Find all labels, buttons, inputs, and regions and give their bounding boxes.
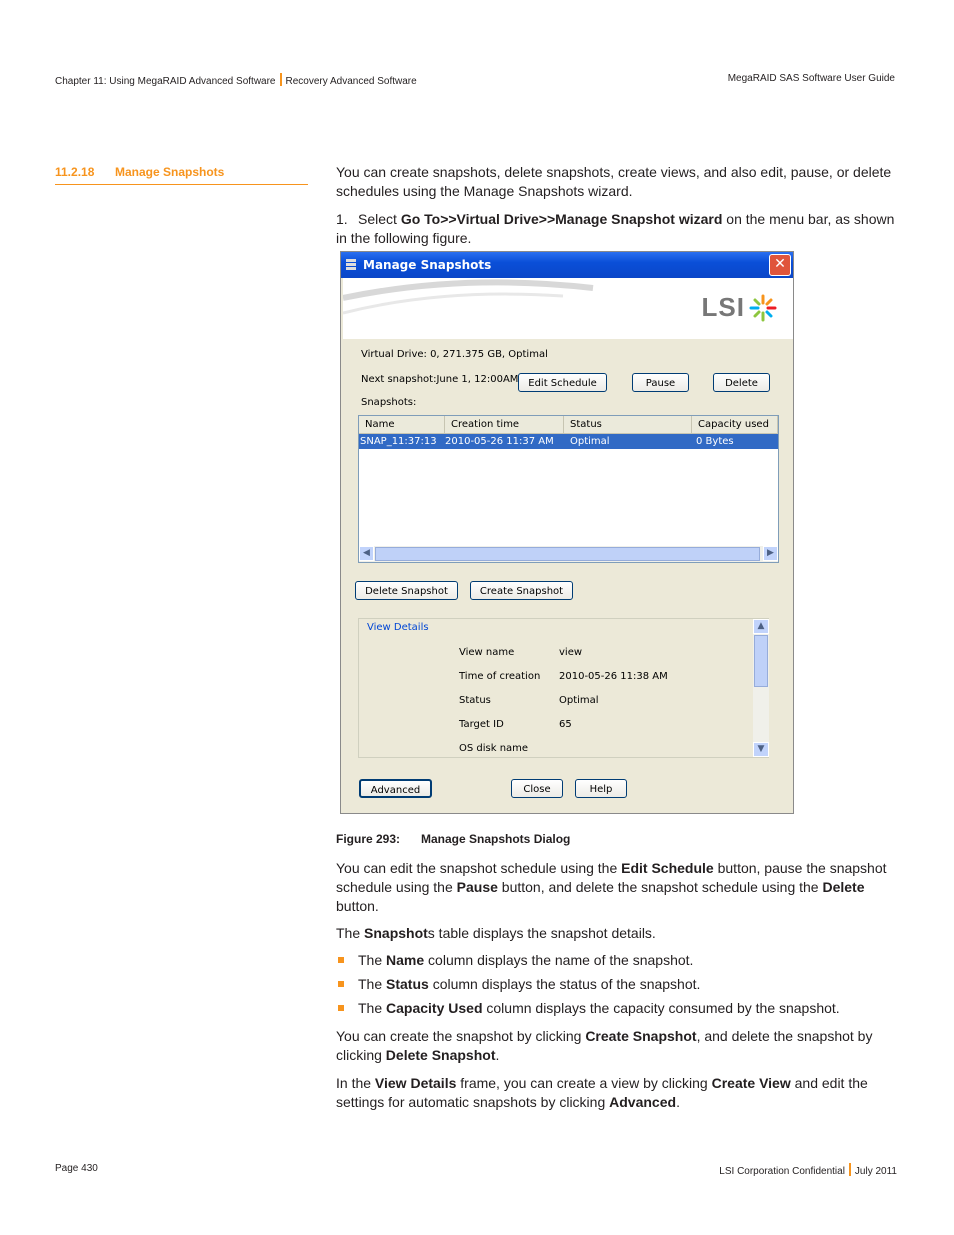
intro-paragraph: You can create snapshots, delete snapshots, create views, and also edit, pause, or delete schedules using the Manage Snapshots wizard. <box>336 164 892 199</box>
text: The <box>336 925 365 941</box>
bold-text: Delete <box>822 879 865 895</box>
step-text-end: on the menu bar, as shown in the following figure. <box>336 211 895 246</box>
text: . <box>676 1094 680 1110</box>
database-icon <box>345 258 357 271</box>
bold-text: Advanced <box>609 1094 677 1110</box>
cell-name: SNAP_11:37:13 <box>360 436 437 447</box>
text: The <box>358 952 387 968</box>
create-snapshot-button[interactable]: Create Snapshot <box>470 581 573 600</box>
advanced-button[interactable]: Advanced <box>359 779 432 798</box>
detail-key: Target ID <box>459 719 504 730</box>
cell-status: Optimal <box>570 436 610 447</box>
detail-key: OS disk name <box>459 743 529 754</box>
delete-button[interactable]: Delete <box>713 373 770 392</box>
paragraph-create-snapshot <box>336 1027 901 1065</box>
scroll-thumb[interactable] <box>375 547 760 561</box>
paragraph-snapshots-table <box>336 924 901 943</box>
section-name: Recovery Advanced Software <box>285 76 417 87</box>
page-number: Page 430 <box>55 1163 98 1174</box>
snapshots-label: Snapshots: <box>361 397 417 408</box>
text: . <box>495 1047 500 1063</box>
text: s table displays the snapshot details. <box>427 925 656 941</box>
text: You can create the snapshot by clicking <box>336 1028 586 1044</box>
detail-value: view <box>559 647 583 658</box>
bold-text: Edit Schedule <box>621 860 714 876</box>
column-header-capacity-used[interactable]: Capacity used <box>692 416 778 434</box>
bold-text: Status <box>386 976 429 992</box>
text: column displays the name of the snapshot. <box>424 952 694 968</box>
help-button[interactable]: Help <box>575 779 627 798</box>
bullet-icon <box>338 981 344 987</box>
running-header-left <box>55 73 417 87</box>
list-item <box>336 999 901 1023</box>
step-1 <box>336 210 901 248</box>
column-header-name[interactable]: Name <box>359 416 445 434</box>
manage-snapshots-dialog <box>340 251 794 814</box>
lsi-logo <box>702 292 745 323</box>
text: column displays the capacity consumed by the snapshot. <box>482 1000 840 1016</box>
scroll-down-icon[interactable]: ▼ <box>753 742 769 757</box>
bold-text: Name <box>386 952 425 968</box>
delete-snapshot-button[interactable]: Delete Snapshot <box>355 581 458 600</box>
detail-key: Time of creation <box>459 671 541 682</box>
header-separator <box>280 73 282 86</box>
detail-value: 65 <box>559 719 572 730</box>
figure-title: Manage Snapshots Dialog <box>421 832 571 846</box>
scroll-left-icon[interactable]: ◀ <box>359 546 374 561</box>
list-item <box>336 975 901 999</box>
step-number: 1. <box>336 211 348 227</box>
text: You can edit the snapshot schedule using the <box>336 860 622 876</box>
horizontal-scrollbar[interactable] <box>359 546 778 562</box>
column-header-status[interactable]: Status <box>564 416 692 434</box>
step-menu-path: Go To>>Virtual Drive>>Manage Snapshot wizard <box>400 211 723 227</box>
company-confidential: LSI Corporation Confidential <box>719 1166 845 1177</box>
next-snapshot-info: Next snapshot:June 1, 12:00AM <box>361 374 519 385</box>
snapshots-table <box>358 415 779 563</box>
detail-key: Status <box>459 695 491 706</box>
text: , and delete the snapshot by clicking <box>336 1028 873 1063</box>
bold-text: Snapshot <box>364 925 428 941</box>
section-heading <box>55 165 308 185</box>
view-details-frame <box>358 618 769 758</box>
close-icon[interactable]: ✕ <box>769 254 791 276</box>
figure-caption <box>336 832 570 846</box>
pause-button[interactable]: Pause <box>632 373 689 392</box>
detail-value: Optimal <box>559 695 599 706</box>
chapter-title: Chapter 11: Using MegaRAID Advanced Software <box>55 76 276 87</box>
bold-text: Pause <box>456 879 498 895</box>
table-row[interactable] <box>359 434 778 449</box>
step-text: Select <box>358 211 401 227</box>
dialog-title: Manage Snapshots <box>363 258 492 272</box>
virtual-drive-info: Virtual Drive: 0, 271.375 GB, Optimal <box>361 349 548 360</box>
dialog-titlebar <box>341 252 793 278</box>
bold-text: Capacity Used <box>386 1000 483 1016</box>
paragraph-view-details <box>336 1074 901 1112</box>
text: column displays the status of the snapshot. <box>428 976 701 992</box>
text: button. <box>336 898 379 914</box>
bold-text: Create Snapshot <box>585 1028 697 1044</box>
cell-capacity-used: 0 Bytes <box>696 436 734 447</box>
scroll-thumb-vertical[interactable] <box>754 635 768 687</box>
cell-creation-time: 2010-05-26 11:37 AM <box>445 436 554 447</box>
column-header-creation-time[interactable]: Creation time <box>445 416 564 434</box>
edit-schedule-button[interactable]: Edit Schedule <box>518 373 607 392</box>
figure-number: Figure 293: <box>336 832 401 846</box>
list-item <box>336 951 901 975</box>
section-title: Manage Snapshots <box>115 165 225 179</box>
bold-text: Create View <box>711 1075 791 1091</box>
text: The <box>358 1000 387 1016</box>
vertical-scrollbar[interactable] <box>753 619 769 757</box>
lsi-logo-text: LSI <box>701 292 745 322</box>
section-number: 11.2.18 <box>55 165 95 179</box>
text: frame, you can create a view by clicking <box>456 1075 712 1091</box>
guide-title: MegaRAID SAS Software User Guide <box>727 73 895 84</box>
bold-text: Delete Snapshot <box>385 1047 496 1063</box>
detail-key: View name <box>459 647 515 658</box>
bold-text: View Details <box>374 1075 457 1091</box>
detail-value: 2010-05-26 11:38 AM <box>559 671 668 682</box>
text: button, and delete the snapshot schedule using the <box>497 879 823 895</box>
text: In the <box>336 1075 375 1091</box>
text: The <box>358 976 387 992</box>
text: and edit the settings for automatic snapshots by clicking <box>336 1075 868 1110</box>
running-footer-right <box>719 1163 897 1177</box>
footer-separator <box>849 1163 851 1176</box>
dialog-banner <box>343 278 793 339</box>
bullet-icon <box>338 957 344 963</box>
view-details-legend: View Details <box>367 622 429 633</box>
scroll-right-icon[interactable]: ▶ <box>763 546 778 561</box>
publication-date: July 2011 <box>854 1166 897 1177</box>
text: button, pause the snapshot schedule using the <box>336 860 887 895</box>
bullet-list <box>336 951 901 1023</box>
scroll-up-icon[interactable]: ▲ <box>753 619 769 634</box>
bullet-icon <box>338 1005 344 1011</box>
paragraph-edit-schedule <box>336 859 901 916</box>
lsi-logo-icon <box>749 294 777 322</box>
close-button[interactable]: Close <box>511 779 563 798</box>
